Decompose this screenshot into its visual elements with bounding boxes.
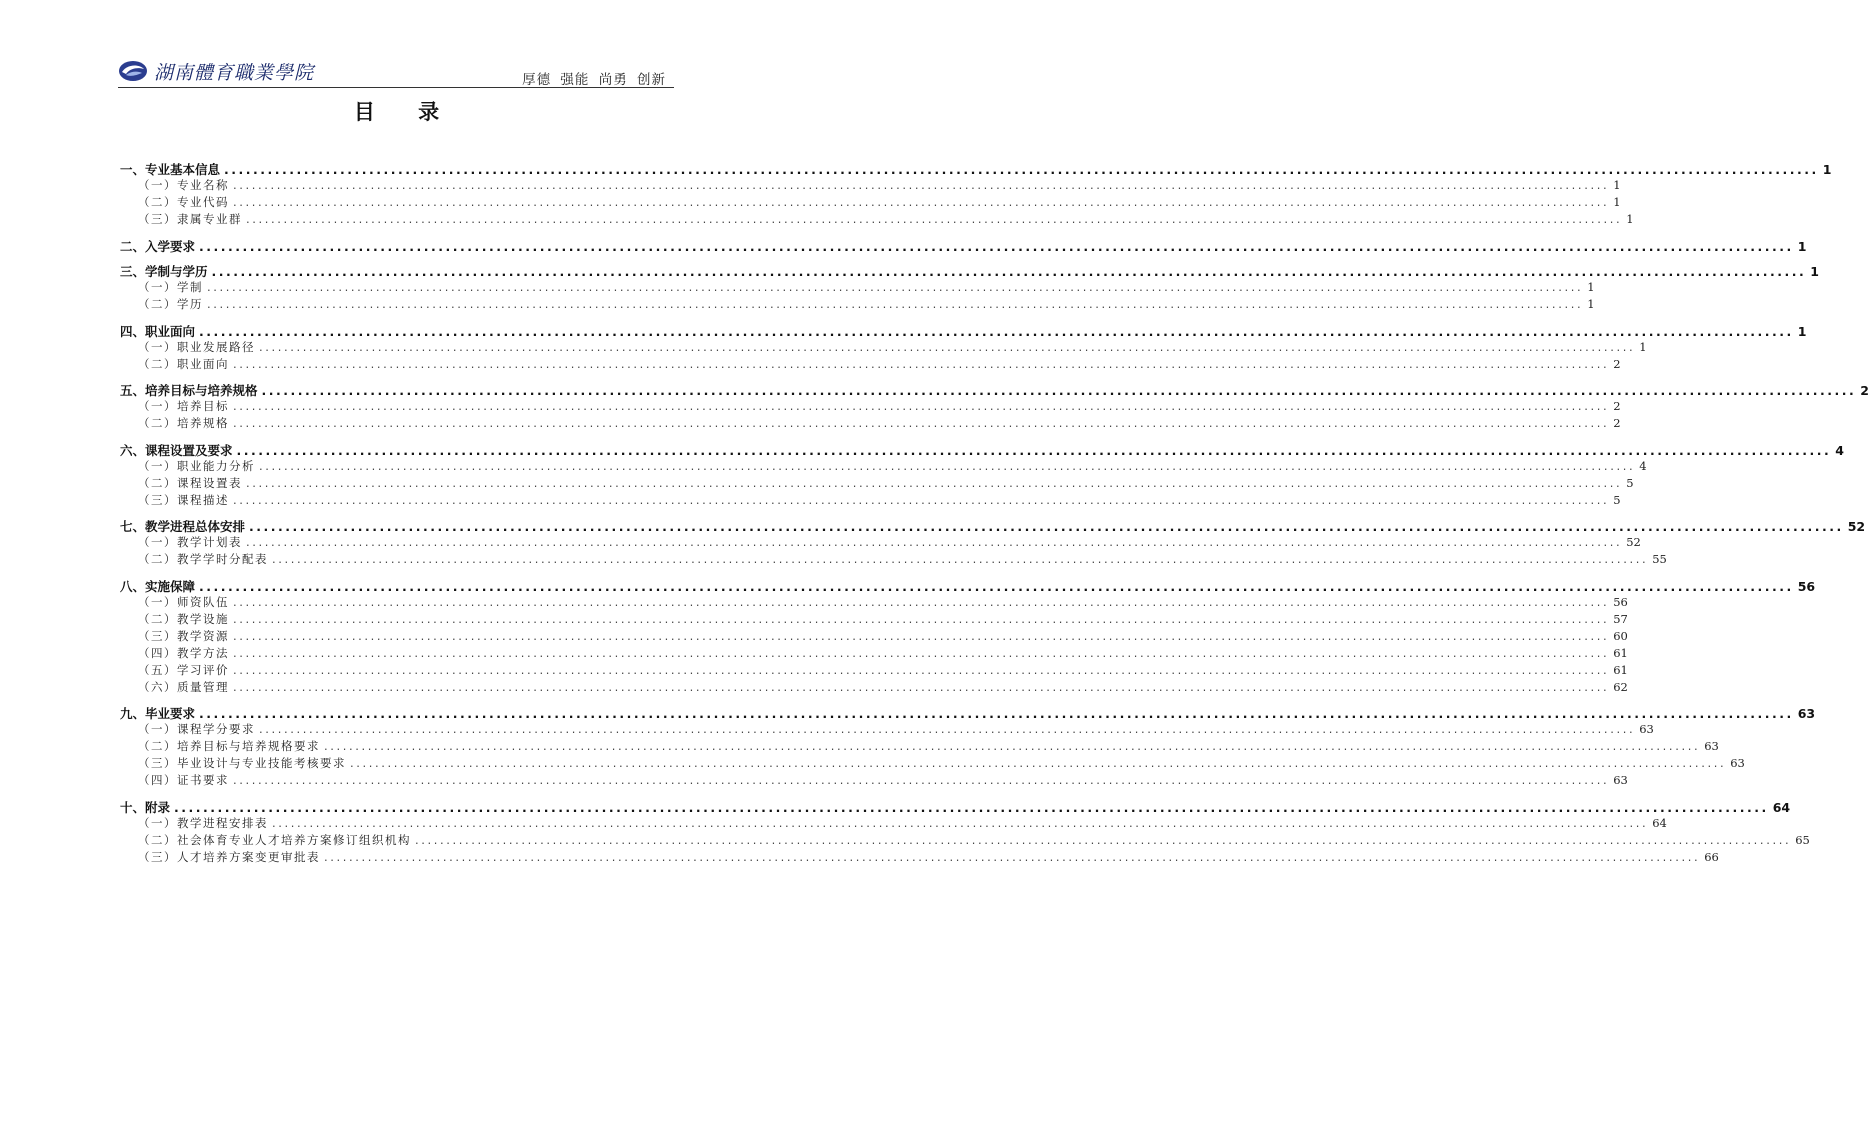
toc-subsection-entry[interactable]: [120, 772, 1628, 789]
toc-page-number: 52: [1626, 535, 1641, 549]
toc-page-number: 63: [1797, 706, 1816, 721]
dot-leader: ............................................................................................................................................................................................................................: [199, 706, 1794, 721]
dot-leader: ............................................................................................................................................................................................................................: [233, 492, 1610, 507]
dot-leader: ............................................................................................................................................................................................................................: [246, 475, 1623, 490]
dot-leader: ............................................................................................................................................................................................................................: [233, 356, 1610, 371]
dot-leader: ............................................................................................................................................................................................................................: [174, 799, 1769, 815]
toc-page-number: 1: [1639, 339, 1647, 354]
toc-entry-label: （三）教学资源: [138, 628, 229, 643]
dot-leader: ............................................................................................................................................................................................................................: [272, 552, 1649, 566]
dot-leader: ............................................................................................................................................................................................................................: [207, 280, 1584, 294]
dot-leader: ............................................................................................................................................................................................................................: [207, 297, 1584, 311]
toc-page-number: 56: [1797, 578, 1816, 594]
toc-subsection-entry[interactable]: [120, 594, 1628, 611]
college-logo: [118, 56, 314, 86]
dot-leader: ............................................................................................................................................................................................................................: [199, 238, 1794, 254]
toc-page-number: 2: [1613, 356, 1621, 371]
toc-entry-label: （三）毕业设计与专业技能考核要求: [138, 756, 346, 770]
toc-entry-label: （一）教学计划表: [138, 535, 242, 549]
toc-entry-label: （二）培养目标与培养规格要求: [138, 739, 320, 753]
toc-page-number: 1: [1626, 212, 1634, 226]
toc-entry-label: （三）隶属专业群: [138, 212, 242, 226]
toc-section-entry[interactable]: [120, 798, 1791, 815]
toc-entry-label: 四、职业面向: [120, 323, 196, 339]
toc-entry-label: 九、毕业要求: [120, 706, 196, 721]
dot-leader: ............................................................................................................................................................................................................................: [233, 416, 1610, 430]
toc-entry-label: （四）教学方法: [138, 645, 229, 660]
toc-section-entry[interactable]: [120, 381, 1869, 398]
toc-subsection-entry[interactable]: [120, 849, 1719, 866]
toc-entry-label: （一）教学进程安排表: [138, 815, 268, 830]
toc-section-entry[interactable]: [120, 262, 1819, 279]
toc-entry-label: （一）课程学分要求: [138, 722, 255, 736]
toc-page-number: 1: [1613, 195, 1621, 209]
toc-page-number: 52: [1847, 519, 1866, 534]
toc-page-number: 63: [1639, 722, 1654, 736]
toc-page-number: 4: [1639, 458, 1647, 473]
toc-page-number: 1: [1810, 264, 1819, 279]
toc-entry-label: （一）职业发展路径: [138, 339, 255, 354]
toc-page-number: 1: [1613, 178, 1621, 192]
college-name: 湖南體育職業學院: [154, 61, 315, 84]
toc-page-number: 55: [1652, 552, 1667, 566]
toc-page-number: 60: [1613, 628, 1628, 643]
dot-leader: ............................................................................................................................................................................................................................: [249, 519, 1844, 534]
toc-subsection-entry[interactable]: [120, 815, 1667, 832]
toc-section-entry[interactable]: [120, 704, 1816, 721]
toc-section-entry[interactable]: [120, 441, 1844, 458]
toc-page-number: 1: [1797, 238, 1807, 254]
toc-page-number: 61: [1613, 645, 1628, 660]
toc-subsection-entry[interactable]: [120, 551, 1667, 568]
dot-leader: ............................................................................................................................................................................................................................: [233, 594, 1610, 609]
toc-entry-label: 一、专业基本信息: [120, 162, 221, 177]
dot-leader: ............................................................................................................................................................................................................................: [236, 442, 1832, 458]
toc-entry-label: （二）职业面向: [138, 356, 229, 371]
toc-entry-label: （二）培养规格: [138, 416, 229, 430]
toc-page-number: 61: [1613, 662, 1628, 677]
dot-leader: ............................................................................................................................................................................................................................: [224, 162, 1819, 177]
dot-leader: ............................................................................................................................................................................................................................: [324, 739, 1701, 753]
toc-subsection-entry[interactable]: [120, 296, 1595, 313]
page-header: [118, 54, 674, 88]
toc-subsection-entry[interactable]: [120, 177, 1621, 194]
toc-page-number: 1: [1587, 280, 1595, 294]
toc-entry-label: （一）培养目标: [138, 399, 229, 413]
toc-subsection-entry[interactable]: [120, 628, 1628, 645]
toc-subsection-entry[interactable]: [120, 356, 1621, 373]
toc-entry-label: 二、入学要求: [120, 238, 196, 254]
toc-entry-label: （一）专业名称: [138, 178, 229, 192]
toc-page-number: 64: [1652, 815, 1667, 830]
dot-leader: ............................................................................................................................................................................................................................: [233, 628, 1610, 643]
toc-section-entry[interactable]: [120, 322, 1807, 339]
header-divider: [118, 87, 674, 88]
toc-entry-label: （五）学习评价: [138, 662, 229, 677]
toc-page-number: 2: [1613, 416, 1621, 430]
toc-entry-label: （三）人才培养方案变更审批表: [138, 849, 320, 864]
toc-entry-label: （一）职业能力分析: [138, 458, 255, 473]
toc-entry-label: （二）专业代码: [138, 195, 229, 209]
toc-subsection-entry[interactable]: [120, 194, 1621, 211]
toc-page-number: 63: [1613, 773, 1628, 787]
toc-subsection-entry[interactable]: [120, 279, 1595, 296]
toc-page-number: 62: [1613, 679, 1628, 694]
toc-subsection-entry[interactable]: [120, 415, 1621, 432]
toc-entry-label: （二）教学设施: [138, 611, 229, 626]
toc-entry-label: 十、附录: [120, 799, 171, 815]
table-of-contents: [120, 158, 1869, 866]
toc-subsection-entry[interactable]: [120, 679, 1628, 696]
toc-entry-label: 六、课程设置及要求: [120, 442, 233, 458]
toc-subsection-entry[interactable]: [120, 398, 1621, 415]
toc-subsection-entry[interactable]: [120, 721, 1654, 738]
toc-entry-label: （二）教学学时分配表: [138, 552, 268, 566]
dot-leader: ............................................................................................................................................................................................................................: [259, 458, 1636, 473]
dot-leader: ............................................................................................................................................................................................................................: [199, 578, 1794, 594]
dot-leader: ............................................................................................................................................................................................................................: [324, 849, 1701, 864]
toc-entry-label: （二）课程设置表: [138, 475, 242, 490]
dot-leader: ............................................................................................................................................................................................................................: [211, 264, 1807, 279]
toc-page-number: 63: [1704, 739, 1719, 753]
toc-subsection-entry[interactable]: [120, 492, 1621, 509]
dot-leader: ............................................................................................................................................................................................................................: [261, 383, 1857, 398]
toc-section-entry[interactable]: [120, 517, 1866, 534]
dot-leader: ............................................................................................................................................................................................................................: [233, 662, 1610, 677]
dot-leader: ............................................................................................................................................................................................................................: [233, 195, 1610, 209]
toc-page-number: 4: [1835, 442, 1844, 458]
toc-subsection-entry[interactable]: [120, 611, 1628, 628]
toc-entry-label: 三、学制与学历: [120, 264, 208, 279]
toc-page-number: 63: [1730, 756, 1745, 770]
toc-page-number: 66: [1704, 849, 1719, 864]
toc-subsection-entry[interactable]: [120, 458, 1647, 475]
dot-leader: ............................................................................................................................................................................................................................: [272, 815, 1649, 830]
toc-entry-label: （三）课程描述: [138, 492, 229, 507]
toc-section-entry[interactable]: [120, 160, 1832, 177]
dot-leader: ............................................................................................................................................................................................................................: [233, 611, 1610, 626]
toc-subsection-entry[interactable]: [120, 832, 1810, 849]
toc-page-number: 1: [1822, 162, 1832, 177]
toc-entry-label: 五、培养目标与培养规格: [120, 383, 258, 398]
toc-page-number: 2: [1860, 383, 1869, 398]
dot-leader: ............................................................................................................................................................................................................................: [350, 756, 1727, 770]
toc-page-number: 1: [1797, 323, 1807, 339]
toc-entry-label: （四）证书要求: [138, 773, 229, 787]
toc-page-number: 64: [1772, 799, 1791, 815]
dot-leader: ............................................................................................................................................................................................................................: [259, 722, 1636, 736]
dot-leader: ............................................................................................................................................................................................................................: [233, 773, 1610, 787]
dot-leader: ............................................................................................................................................................................................................................: [415, 832, 1792, 847]
toc-subsection-entry[interactable]: [120, 738, 1719, 755]
toc-entry-label: 八、实施保障: [120, 578, 196, 594]
toc-entry-label: 七、教学进程总体安排: [120, 519, 246, 534]
toc-page-number: 5: [1626, 475, 1634, 490]
college-motto: 厚德 强能 尚勇 创新: [522, 72, 666, 88]
toc-entry-label: （二）学历: [138, 297, 203, 311]
dot-leader: ............................................................................................................................................................................................................................: [246, 535, 1623, 549]
dot-leader: ............................................................................................................................................................................................................................: [233, 679, 1610, 694]
toc-entry-label: （一）师资队伍: [138, 594, 229, 609]
toc-subsection-entry[interactable]: [120, 339, 1647, 356]
dot-leader: ............................................................................................................................................................................................................................: [259, 339, 1636, 354]
dot-leader: ............................................................................................................................................................................................................................: [233, 399, 1610, 413]
swirl-logo-icon: [118, 60, 148, 82]
toc-page-number: 57: [1613, 611, 1628, 626]
toc-entry-label: （六）质量管理: [138, 679, 229, 694]
toc-subsection-entry[interactable]: [120, 211, 1634, 228]
toc-page-number: 56: [1613, 594, 1628, 609]
page-title: 目 录: [353, 100, 458, 124]
toc-subsection-entry[interactable]: [120, 755, 1745, 772]
dot-leader: ............................................................................................................................................................................................................................: [199, 323, 1794, 339]
toc-subsection-entry[interactable]: [120, 662, 1628, 679]
toc-section-entry[interactable]: [120, 237, 1807, 254]
toc-subsection-entry[interactable]: [120, 475, 1634, 492]
toc-page-number: 2: [1613, 399, 1621, 413]
dot-leader: ............................................................................................................................................................................................................................: [233, 645, 1610, 660]
toc-entry-label: （一）学制: [138, 280, 203, 294]
toc-subsection-entry[interactable]: [120, 645, 1628, 662]
toc-entry-label: （二）社会体育专业人才培养方案修订组织机构: [138, 832, 411, 847]
toc-page-number: 65: [1795, 832, 1810, 847]
toc-subsection-entry[interactable]: [120, 534, 1641, 551]
toc-section-entry[interactable]: [120, 577, 1816, 594]
toc-page-number: 1: [1587, 297, 1595, 311]
dot-leader: ............................................................................................................................................................................................................................: [246, 212, 1623, 226]
dot-leader: ............................................................................................................................................................................................................................: [233, 178, 1610, 192]
toc-page-number: 5: [1613, 492, 1621, 507]
